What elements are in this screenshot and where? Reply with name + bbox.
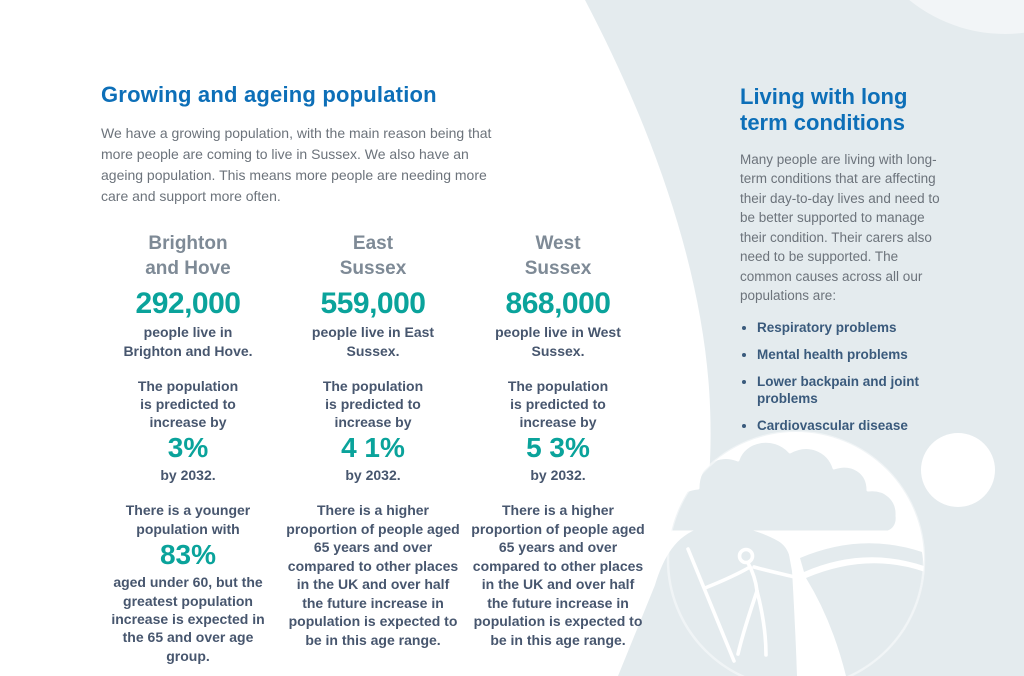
condition-list-item: • Respiratory problems [757, 319, 957, 337]
region-name: East Sussex [339, 233, 407, 279]
prediction-percent: 4 1% [341, 432, 405, 464]
prediction-text: The population is predicted to increase by [137, 377, 239, 431]
region-name: Brighton and Hove [145, 233, 231, 279]
population-figure: 868,000 [505, 287, 611, 321]
prediction-year: by 2032. [530, 467, 586, 484]
condition-list-item: • Mental health problems [757, 346, 957, 364]
detail-percent: 83% [159, 539, 217, 571]
sun-icon [921, 433, 995, 507]
detail-text-continued: aged under 60, but the greatest population increase is expected in the 65 and over age group. [111, 574, 265, 664]
region-column-west-sussex [471, 232, 645, 665]
detail-text: There is a younger population with [125, 502, 251, 537]
sidebar-long-term-conditions [740, 84, 966, 443]
detail-text: There is a higher proportion of people aged 65 years and over compared to other places in the UK and over half the future increase in population is expected to be in this age range. [286, 502, 460, 648]
prediction-percent: 3% [167, 432, 209, 464]
main-content [101, 82, 649, 665]
population-figure: 292,000 [135, 287, 241, 321]
detail-text: There is a higher proportion of people aged 65 years and over compared to other places in the UK and over half the future increase in population is expected to be in this age range. [471, 502, 645, 648]
prediction-percent: 5 3% [526, 432, 590, 464]
prediction-year: by 2032. [345, 467, 401, 484]
prediction-text: The population is predicted to increase by [322, 377, 424, 431]
condition-list-item: • Lower backpain and joint problems [757, 373, 957, 408]
prediction-year: by 2032. [160, 467, 216, 484]
region-columns [101, 232, 649, 665]
condition-list-item: • Cardiovascular disease [757, 417, 957, 435]
condition-list [740, 319, 957, 434]
page-title: Growing and ageing population [101, 82, 437, 107]
population-caption: people live in Brighton and Hove. [123, 324, 253, 359]
prediction-text: The population is predicted to increase by [507, 377, 609, 431]
sidebar-paragraph: Many people are living with long-term conditions that are affecting their day-to-day lives and need to be better supported to manage their condition. Their carers also need to be supported. The common causes across all our populations are: [740, 151, 940, 303]
intro-paragraph: We have a growing population, with the main reason being that more people are coming to live in Sussex. We also have an ageing population. This means more people are needing more care and support more often. [101, 125, 492, 204]
region-column-east-sussex [286, 232, 460, 665]
region-name: West Sussex [524, 233, 592, 279]
population-figure: 559,000 [320, 287, 426, 321]
sidebar-title: Living with long term conditions [740, 84, 908, 135]
population-caption: people live in East Sussex. [311, 324, 435, 359]
population-caption: people live in West Sussex. [495, 324, 621, 359]
region-column-brighton-and-hove [101, 232, 275, 665]
